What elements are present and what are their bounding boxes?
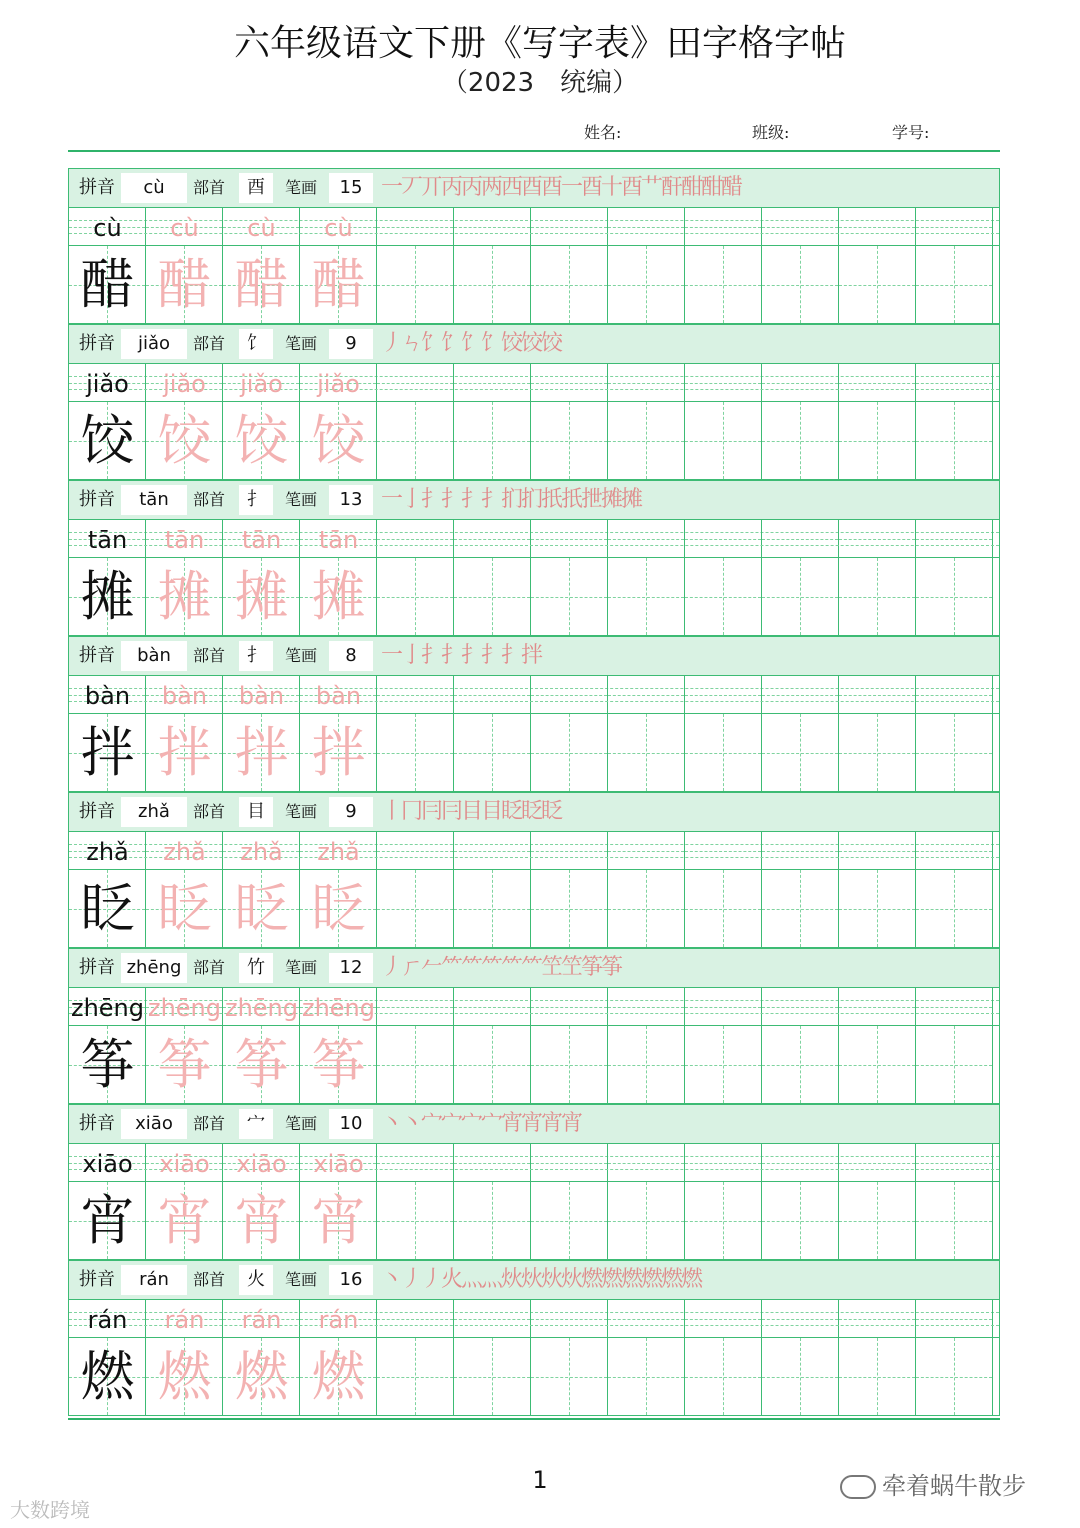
pinyin-cell bbox=[762, 364, 839, 401]
pinyin-cell bbox=[839, 988, 916, 1025]
tianzige-cell bbox=[531, 1338, 608, 1415]
hanzi-trace: 筝 bbox=[234, 1033, 289, 1096]
tianzige-cell bbox=[839, 870, 916, 947]
stroke-label: 笔画 bbox=[285, 958, 318, 977]
pinyin-cell bbox=[839, 364, 916, 401]
pinyin-cell bbox=[377, 1300, 454, 1337]
hanzi-trace: 眨 bbox=[311, 877, 366, 940]
pinyin-value: rán bbox=[121, 1265, 187, 1295]
pinyin-row bbox=[68, 208, 1000, 246]
character-info-bar bbox=[68, 168, 1000, 208]
pinyin-cell bbox=[531, 1300, 608, 1337]
tianzige-cell bbox=[839, 1338, 916, 1415]
tianzige-cell bbox=[454, 1026, 531, 1103]
radical-value: 饣 bbox=[239, 329, 273, 359]
pinyin-value: cù bbox=[121, 173, 187, 203]
hanzi-trace: 摊 bbox=[234, 565, 289, 628]
radical-value: 扌 bbox=[239, 641, 273, 671]
pinyin-trace: cù bbox=[247, 214, 276, 242]
hanzi-trace: 眨 bbox=[234, 877, 289, 940]
tianzige-cell bbox=[377, 402, 454, 479]
tianzige-cell bbox=[608, 714, 685, 791]
pinyin-cell bbox=[608, 1144, 685, 1181]
stroke-order: 丿ㄏ𠂉⺮⺮⺮⺮⺮笁笁筝筝 bbox=[381, 955, 622, 980]
stroke-order: 一亅扌扌扌扌扌拌 bbox=[381, 643, 542, 668]
pinyin-value: xiāo bbox=[121, 1109, 187, 1139]
pinyin-cell bbox=[531, 208, 608, 245]
pinyin-cell bbox=[377, 676, 454, 713]
pinyin-cell bbox=[377, 832, 454, 869]
pinyin-trace: zhǎ bbox=[317, 838, 360, 866]
pinyin-label: 拼音 bbox=[79, 645, 115, 666]
pinyin-cell bbox=[531, 364, 608, 401]
hanzi-trace: 醋 bbox=[157, 253, 212, 316]
tianzige-cell bbox=[916, 714, 993, 791]
pinyin-trace: bàn bbox=[315, 682, 362, 710]
radical-label: 部首 bbox=[193, 490, 226, 509]
character-info-bar bbox=[68, 636, 1000, 676]
hanzi-trace: 宵 bbox=[234, 1189, 289, 1252]
hanzi-trace: 饺 bbox=[311, 409, 366, 472]
corner-watermark: 大数跨境 bbox=[10, 1498, 90, 1522]
wechat-watermark bbox=[840, 1466, 1026, 1501]
tianzige-cell bbox=[377, 246, 454, 323]
pinyin-cell bbox=[916, 208, 993, 245]
hanzi-model: 摊 bbox=[80, 565, 135, 628]
pinyin-value: jiǎo bbox=[121, 329, 187, 359]
pinyin-label: 拼音 bbox=[79, 177, 115, 198]
tianzige-cell bbox=[377, 558, 454, 635]
hanzi-trace: 筝 bbox=[157, 1033, 212, 1096]
character-info-bar bbox=[68, 792, 1000, 832]
pinyin-trace: zhēng bbox=[224, 994, 299, 1022]
page-subtitle: （2023 统编） bbox=[441, 68, 639, 98]
radical-value: 酉 bbox=[239, 173, 273, 203]
pinyin-trace: tān bbox=[164, 526, 205, 554]
tianzige-cell bbox=[762, 714, 839, 791]
tianzige-cell bbox=[454, 246, 531, 323]
pinyin-model: bàn bbox=[84, 682, 131, 710]
pinyin-row bbox=[68, 832, 1000, 870]
tianzige-cell bbox=[608, 1182, 685, 1259]
tianzige-cell bbox=[531, 246, 608, 323]
tianzige-cell bbox=[531, 1182, 608, 1259]
hanzi-row bbox=[68, 1026, 1000, 1104]
tianzige-cell bbox=[916, 870, 993, 947]
character-block bbox=[68, 636, 1000, 792]
name-label: 姓名: bbox=[584, 123, 622, 142]
hanzi-trace: 拌 bbox=[311, 721, 366, 784]
stroke-label: 笔画 bbox=[285, 490, 318, 509]
stroke-order: 丶丶宀宀宀宀宵宵宵宵 bbox=[381, 1111, 582, 1136]
pinyin-trace: zhǎ bbox=[163, 838, 206, 866]
page-title: 六年级语文下册《写字表》田字格字帖 bbox=[233, 23, 846, 64]
pinyin-cell bbox=[454, 520, 531, 557]
pinyin-row bbox=[68, 1300, 1000, 1338]
pinyin-trace: jiǎo bbox=[317, 370, 360, 398]
pinyin-cell bbox=[377, 520, 454, 557]
pinyin-cell bbox=[685, 1300, 762, 1337]
hanzi-model: 宵 bbox=[80, 1189, 135, 1252]
pinyin-cell bbox=[916, 832, 993, 869]
pinyin-label: 拼音 bbox=[79, 489, 115, 510]
number-label: 学号: bbox=[892, 123, 930, 142]
hanzi-trace: 宵 bbox=[311, 1189, 366, 1252]
pinyin-model: zhēng bbox=[70, 994, 145, 1022]
tianzige-cell bbox=[531, 714, 608, 791]
hanzi-trace: 拌 bbox=[157, 721, 212, 784]
pinyin-cell bbox=[839, 832, 916, 869]
stroke-label: 笔画 bbox=[285, 646, 318, 665]
tianzige-cell bbox=[454, 1182, 531, 1259]
tianzige-cell bbox=[685, 1182, 762, 1259]
pinyin-cell bbox=[685, 364, 762, 401]
tianzige-cell bbox=[377, 1182, 454, 1259]
pinyin-cell bbox=[762, 520, 839, 557]
radical-label: 部首 bbox=[193, 958, 226, 977]
tianzige-cell bbox=[839, 714, 916, 791]
hanzi-trace: 燃 bbox=[311, 1345, 366, 1408]
pinyin-row bbox=[68, 1144, 1000, 1182]
pinyin-model: xiāo bbox=[82, 1150, 133, 1178]
pinyin-trace: rán bbox=[318, 1306, 359, 1334]
pinyin-cell bbox=[454, 1300, 531, 1337]
stroke-count: 10 bbox=[329, 1109, 373, 1139]
tianzige-cell bbox=[608, 246, 685, 323]
pinyin-cell bbox=[916, 676, 993, 713]
character-info-bar bbox=[68, 1104, 1000, 1144]
stroke-order: 丨冂冃冃目目眨眨眨 bbox=[381, 799, 562, 824]
tianzige-cell bbox=[454, 402, 531, 479]
character-info-bar bbox=[68, 480, 1000, 520]
tianzige-cell bbox=[685, 714, 762, 791]
class-label: 班级: bbox=[752, 123, 790, 142]
pinyin-cell bbox=[762, 1144, 839, 1181]
bottom-divider bbox=[68, 1418, 1000, 1420]
stroke-count: 9 bbox=[329, 329, 373, 359]
tianzige-cell bbox=[762, 1026, 839, 1103]
pinyin-cell bbox=[839, 1144, 916, 1181]
pinyin-value: zhēng bbox=[121, 953, 187, 983]
tianzige-cell bbox=[685, 1026, 762, 1103]
pinyin-row bbox=[68, 676, 1000, 714]
hanzi-row bbox=[68, 402, 1000, 480]
stroke-label: 笔画 bbox=[285, 1114, 318, 1133]
pinyin-cell bbox=[454, 1144, 531, 1181]
pinyin-label: 拼音 bbox=[79, 1113, 115, 1134]
character-block bbox=[68, 1104, 1000, 1260]
tianzige-cell bbox=[839, 246, 916, 323]
tianzige-cell bbox=[685, 246, 762, 323]
tianzige-cell bbox=[762, 1182, 839, 1259]
tianzige-cell bbox=[916, 1338, 993, 1415]
student-info bbox=[0, 120, 1080, 142]
pinyin-trace: rán bbox=[241, 1306, 282, 1334]
pinyin-label: 拼音 bbox=[79, 1269, 115, 1290]
tianzige-cell bbox=[839, 402, 916, 479]
stroke-label: 笔画 bbox=[285, 178, 318, 197]
character-info-bar bbox=[68, 324, 1000, 364]
stroke-label: 笔画 bbox=[285, 334, 318, 353]
pinyin-model: jiǎo bbox=[86, 370, 129, 398]
tianzige-cell bbox=[685, 870, 762, 947]
pinyin-model: rán bbox=[87, 1306, 128, 1334]
pinyin-trace: xiāo bbox=[159, 1150, 210, 1178]
pinyin-value: bàn bbox=[121, 641, 187, 671]
hanzi-trace: 饺 bbox=[157, 409, 212, 472]
stroke-count: 15 bbox=[329, 173, 373, 203]
pinyin-trace: jiǎo bbox=[163, 370, 206, 398]
hanzi-trace: 燃 bbox=[157, 1345, 212, 1408]
tianzige-cell bbox=[454, 714, 531, 791]
pinyin-cell bbox=[916, 988, 993, 1025]
tianzige-cell bbox=[608, 1338, 685, 1415]
pinyin-cell bbox=[685, 988, 762, 1025]
tianzige-cell bbox=[377, 870, 454, 947]
pinyin-cell bbox=[762, 832, 839, 869]
tianzige-cell bbox=[608, 402, 685, 479]
pinyin-value: tān bbox=[121, 485, 187, 515]
pinyin-row bbox=[68, 364, 1000, 402]
radical-value: 宀 bbox=[239, 1109, 273, 1139]
pinyin-trace: zhǎ bbox=[240, 838, 283, 866]
tianzige-cell bbox=[685, 402, 762, 479]
pinyin-cell bbox=[762, 676, 839, 713]
pinyin-cell bbox=[377, 208, 454, 245]
pinyin-cell bbox=[454, 832, 531, 869]
pinyin-trace: jiǎo bbox=[240, 370, 283, 398]
tianzige-cell bbox=[762, 870, 839, 947]
hanzi-trace: 摊 bbox=[157, 565, 212, 628]
tianzige-cell bbox=[608, 1026, 685, 1103]
tianzige-cell bbox=[762, 1338, 839, 1415]
pinyin-cell bbox=[608, 988, 685, 1025]
tianzige-cell bbox=[608, 870, 685, 947]
pinyin-cell bbox=[685, 520, 762, 557]
character-block bbox=[68, 792, 1000, 948]
pinyin-cell bbox=[685, 1144, 762, 1181]
hanzi-trace: 醋 bbox=[311, 253, 366, 316]
tianzige-cell bbox=[762, 246, 839, 323]
hanzi-trace: 筝 bbox=[311, 1033, 366, 1096]
hanzi-row bbox=[68, 246, 1000, 324]
stroke-count: 8 bbox=[329, 641, 373, 671]
pinyin-model: cù bbox=[93, 214, 122, 242]
stroke-count: 12 bbox=[329, 953, 373, 983]
radical-label: 部首 bbox=[193, 1114, 226, 1133]
pinyin-trace: tān bbox=[241, 526, 282, 554]
pinyin-trace: cù bbox=[324, 214, 353, 242]
pinyin-cell bbox=[531, 1144, 608, 1181]
tianzige-cell bbox=[377, 1026, 454, 1103]
hanzi-trace: 宵 bbox=[157, 1189, 212, 1252]
character-block bbox=[68, 168, 1000, 324]
pinyin-cell bbox=[916, 520, 993, 557]
hanzi-trace: 眨 bbox=[157, 877, 212, 940]
tianzige-cell bbox=[531, 1026, 608, 1103]
stroke-order: 一亅扌扌扌扌扪扪扺扺抴摊摊 bbox=[381, 487, 642, 512]
pinyin-trace: tān bbox=[318, 526, 359, 554]
pinyin-trace: bàn bbox=[238, 682, 285, 710]
pinyin-label: 拼音 bbox=[79, 801, 115, 822]
stroke-label: 笔画 bbox=[285, 802, 318, 821]
hanzi-row bbox=[68, 870, 1000, 948]
character-info-bar bbox=[68, 1260, 1000, 1300]
tianzige-cell bbox=[839, 558, 916, 635]
tianzige-cell bbox=[916, 558, 993, 635]
wechat-icon bbox=[840, 1475, 876, 1499]
radical-label: 部首 bbox=[193, 178, 226, 197]
stroke-label: 笔画 bbox=[285, 1270, 318, 1289]
hanzi-model: 拌 bbox=[80, 721, 135, 784]
pinyin-label: 拼音 bbox=[79, 333, 115, 354]
hanzi-trace: 醋 bbox=[234, 253, 289, 316]
character-block bbox=[68, 1260, 1000, 1416]
tianzige-cell bbox=[916, 1026, 993, 1103]
pinyin-cell bbox=[454, 364, 531, 401]
hanzi-model: 饺 bbox=[80, 409, 135, 472]
pinyin-cell bbox=[377, 988, 454, 1025]
tianzige-cell bbox=[762, 558, 839, 635]
radical-label: 部首 bbox=[193, 334, 226, 353]
tianzige-cell bbox=[531, 870, 608, 947]
pinyin-cell bbox=[762, 1300, 839, 1337]
character-info-bar bbox=[68, 948, 1000, 988]
radical-value: 目 bbox=[239, 797, 273, 827]
pinyin-model: zhǎ bbox=[86, 838, 129, 866]
radical-value: 扌 bbox=[239, 485, 273, 515]
top-divider bbox=[68, 150, 1000, 152]
wechat-account-name: 牵着蜗牛散步 bbox=[882, 1472, 1026, 1500]
page-number: 1 bbox=[532, 1466, 548, 1494]
tianzige-cell bbox=[685, 558, 762, 635]
pinyin-cell bbox=[377, 1144, 454, 1181]
hanzi-trace: 摊 bbox=[311, 565, 366, 628]
pinyin-trace: zhēng bbox=[147, 994, 222, 1022]
pinyin-cell bbox=[454, 676, 531, 713]
hanzi-model: 醋 bbox=[80, 253, 135, 316]
hanzi-row bbox=[68, 558, 1000, 636]
radical-value: 火 bbox=[239, 1265, 273, 1295]
stroke-count: 13 bbox=[329, 485, 373, 515]
tianzige-cell bbox=[839, 1026, 916, 1103]
tianzige-cell bbox=[916, 402, 993, 479]
pinyin-cell bbox=[531, 676, 608, 713]
pinyin-cell bbox=[608, 364, 685, 401]
pinyin-cell bbox=[685, 832, 762, 869]
pinyin-row bbox=[68, 988, 1000, 1026]
pinyin-trace: cù bbox=[170, 214, 199, 242]
pinyin-trace: zhēng bbox=[301, 994, 376, 1022]
stroke-order: 一丆丌丙丙两西酉酉一酉十酉艹酐酣酣醋 bbox=[381, 175, 742, 200]
tianzige-cell bbox=[454, 870, 531, 947]
radical-value: 竹 bbox=[239, 953, 273, 983]
pinyin-cell bbox=[531, 988, 608, 1025]
pinyin-cell bbox=[839, 520, 916, 557]
pinyin-cell bbox=[377, 364, 454, 401]
character-block bbox=[68, 480, 1000, 636]
hanzi-row bbox=[68, 714, 1000, 792]
tianzige-cell bbox=[377, 1338, 454, 1415]
hanzi-model: 筝 bbox=[80, 1033, 135, 1096]
tianzige-cell bbox=[685, 1338, 762, 1415]
tianzige-cell bbox=[531, 558, 608, 635]
pinyin-cell bbox=[531, 520, 608, 557]
pinyin-cell bbox=[916, 1144, 993, 1181]
tianzige-cell bbox=[608, 558, 685, 635]
pinyin-cell bbox=[531, 832, 608, 869]
hanzi-model: 眨 bbox=[80, 877, 135, 940]
pinyin-trace: xiāo bbox=[313, 1150, 364, 1178]
pinyin-trace: bàn bbox=[161, 682, 208, 710]
tianzige-cell bbox=[916, 246, 993, 323]
pinyin-cell bbox=[685, 208, 762, 245]
pinyin-cell bbox=[454, 208, 531, 245]
pinyin-cell bbox=[839, 208, 916, 245]
pinyin-cell bbox=[608, 832, 685, 869]
stroke-order: 丿ㄣ饣饣饣饣饺饺饺 bbox=[381, 331, 562, 356]
hanzi-row bbox=[68, 1182, 1000, 1260]
pinyin-cell bbox=[608, 520, 685, 557]
radical-label: 部首 bbox=[193, 1270, 226, 1289]
pinyin-label: 拼音 bbox=[79, 957, 115, 978]
pinyin-cell bbox=[685, 676, 762, 713]
radical-label: 部首 bbox=[193, 646, 226, 665]
character-block bbox=[68, 948, 1000, 1104]
pinyin-cell bbox=[608, 1300, 685, 1337]
hanzi-trace: 饺 bbox=[234, 409, 289, 472]
pinyin-row bbox=[68, 520, 1000, 558]
pinyin-cell bbox=[762, 988, 839, 1025]
pinyin-cell bbox=[608, 208, 685, 245]
pinyin-cell bbox=[762, 208, 839, 245]
pinyin-model: tān bbox=[87, 526, 128, 554]
tianzige-cell bbox=[454, 1338, 531, 1415]
radical-label: 部首 bbox=[193, 802, 226, 821]
practice-sheet bbox=[68, 168, 1000, 1416]
pinyin-cell bbox=[916, 1300, 993, 1337]
hanzi-row bbox=[68, 1338, 1000, 1416]
pinyin-cell bbox=[454, 988, 531, 1025]
pinyin-value: zhǎ bbox=[121, 797, 187, 827]
hanzi-trace: 燃 bbox=[234, 1345, 289, 1408]
hanzi-model: 燃 bbox=[80, 1345, 135, 1408]
pinyin-trace: xiāo bbox=[236, 1150, 287, 1178]
stroke-order: 丶丿丿火灬灬炏炏炏炏燃燃燃燃燃燃 bbox=[381, 1267, 702, 1292]
stroke-count: 9 bbox=[329, 797, 373, 827]
tianzige-cell bbox=[454, 558, 531, 635]
tianzige-cell bbox=[839, 1182, 916, 1259]
tianzige-cell bbox=[377, 714, 454, 791]
pinyin-cell bbox=[839, 1300, 916, 1337]
tianzige-cell bbox=[762, 402, 839, 479]
hanzi-trace: 拌 bbox=[234, 721, 289, 784]
character-block bbox=[68, 324, 1000, 480]
tianzige-cell bbox=[916, 1182, 993, 1259]
pinyin-cell bbox=[839, 676, 916, 713]
stroke-count: 16 bbox=[329, 1265, 373, 1295]
pinyin-cell bbox=[608, 676, 685, 713]
pinyin-trace: rán bbox=[164, 1306, 205, 1334]
pinyin-cell bbox=[916, 364, 993, 401]
tianzige-cell bbox=[531, 402, 608, 479]
